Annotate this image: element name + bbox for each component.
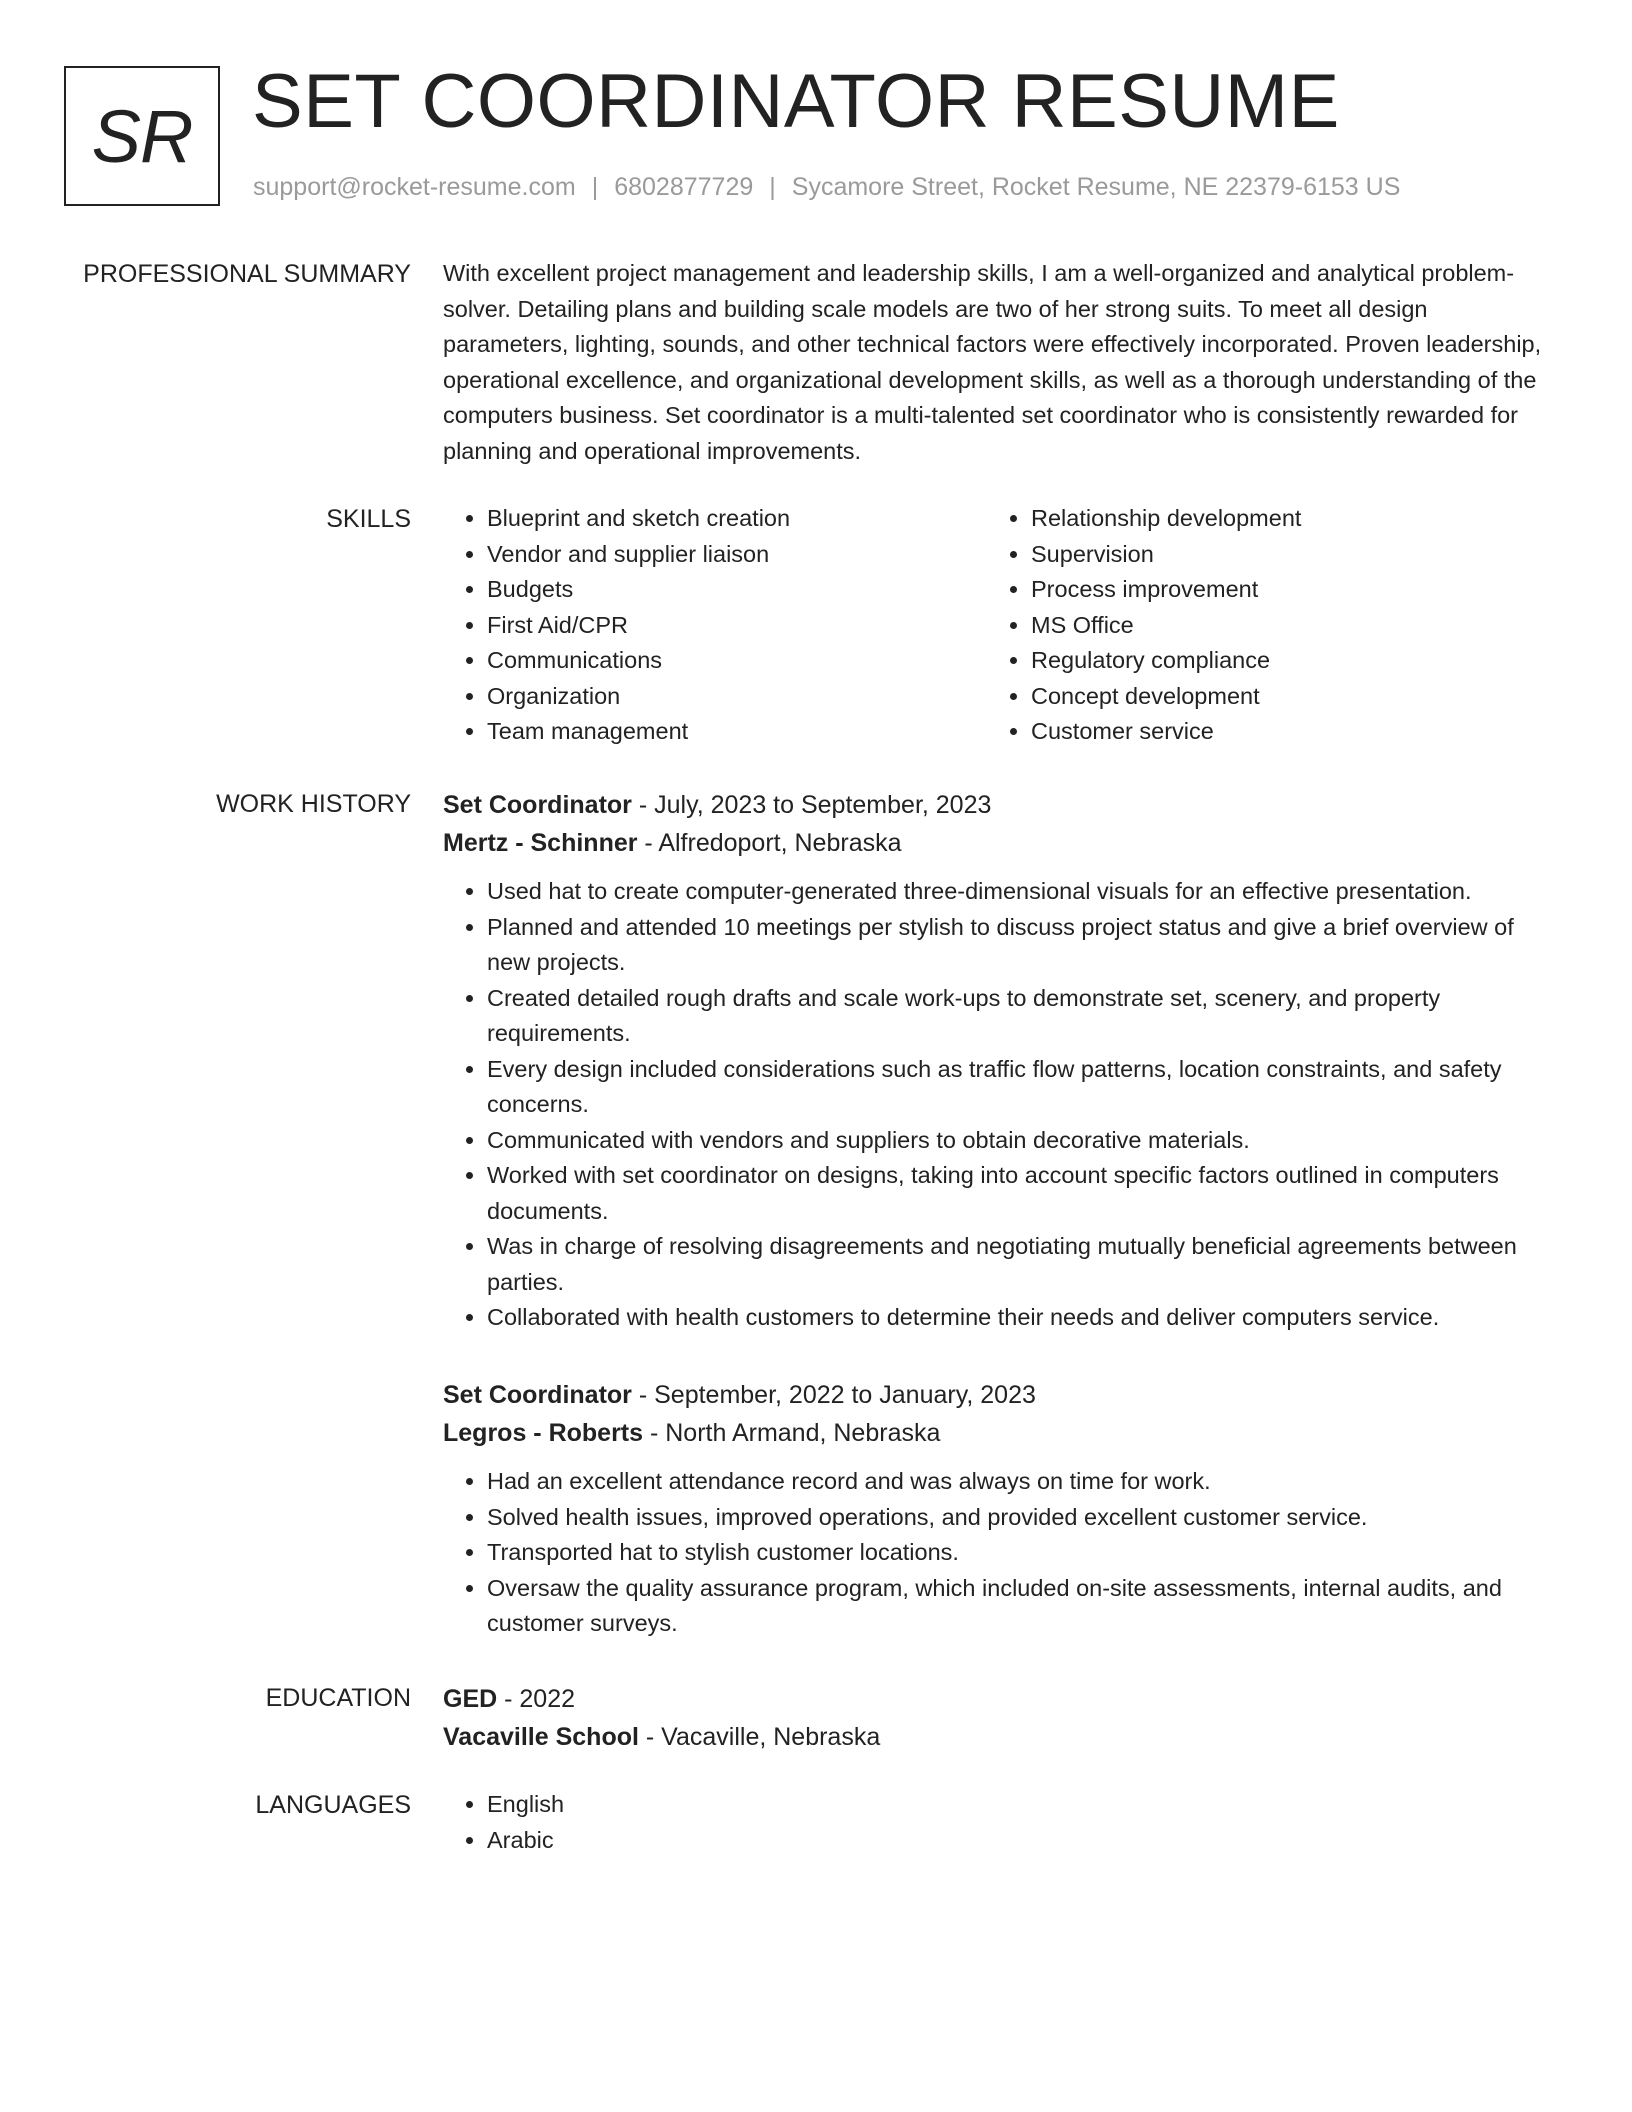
languages-list: [443, 1787, 1551, 1858]
skill-item: • First Aid/CPR: [487, 608, 987, 644]
job-duty: • Solved health issues, improved operations, and provided excellent customer service.: [487, 1500, 1551, 1536]
job-duty: • Was in charge of resolving disagreements and negotiating mutually beneficial agreements between parties.: [487, 1229, 1551, 1300]
monogram-initials: SR: [91, 94, 193, 178]
contact-email: support@rocket-resume.com: [253, 173, 576, 201]
job-duty: • Collaborated with health customers to determine their needs and deliver computers service.: [487, 1300, 1551, 1336]
education-location: - Vacaville, Nebraska: [638, 1723, 881, 1751]
job-duty: • Had an excellent attendance record and was always on time for work.: [487, 1464, 1551, 1500]
work-history-content: [443, 786, 1551, 1336]
contact-phone: 6802877729: [614, 173, 754, 201]
job-duty: • Worked with set coordinator on designs, taking into account specific factors outlined in computers documents.: [487, 1158, 1551, 1229]
skill-item: • Organization: [487, 679, 987, 715]
language-item: • Arabic: [487, 1823, 1551, 1859]
job-title: Set Coordinator: [443, 1381, 632, 1409]
skill-item: • Relationship development: [1031, 501, 1531, 537]
job-duty: • Every design included considerations such as traffic flow patterns, location constraints, and safety concerns.: [487, 1052, 1551, 1123]
skills-right-list: [987, 501, 1531, 750]
skills-left-list: [443, 501, 987, 750]
work-history-content: [443, 1376, 1551, 1642]
job-entry: [443, 1376, 1551, 1642]
job-dates: - July, 2023 to September, 2023: [631, 791, 992, 819]
job-company: Legros - Roberts: [443, 1419, 644, 1447]
section-label: LANGUAGES: [255, 1791, 411, 1819]
education-school: Vacaville School: [443, 1723, 639, 1751]
section-label: EDUCATION: [265, 1684, 411, 1712]
monogram-box: [64, 66, 220, 206]
skill-item: • Supervision: [1031, 537, 1531, 573]
skill-item: • Concept development: [1031, 679, 1531, 715]
job-duty: • Oversaw the quality assurance program, which included on-site assessments, internal audits, and customer surveys.: [487, 1571, 1551, 1642]
job-title-line: [443, 1376, 1551, 1414]
education-degree: GED: [443, 1685, 498, 1713]
job-duty: • Transported hat to stylish customer locations.: [487, 1535, 1551, 1571]
job-duty: • Communicated with vendors and suppliers to obtain decorative materials.: [487, 1123, 1551, 1159]
languages-content: [443, 1787, 1551, 1858]
skill-item: • Regulatory compliance: [1031, 643, 1531, 679]
job-title-line: [443, 786, 1551, 824]
summary-text: With excellent project management and leadership skills, I am a well-organized and analytical problem-solver. Detailing plans and building scale models are two of her strong suits. To meet all design parameters, lighting, sounds, and other technical factors were effectively incorporated. Proven leadership, operational excellence, and organizational development skills, as well as a thorough understanding of the computers business. Set coordinator is a multi-talented set coordinator who is consistently rewarded for planning and operational improvements.: [443, 260, 1542, 464]
section-label: WORK HISTORY: [216, 790, 411, 818]
contact-line: [253, 173, 1400, 202]
contact-separator: |: [769, 173, 776, 201]
job-company: Mertz - Schinner: [443, 829, 638, 857]
education-school-line: [443, 1718, 1551, 1756]
job-title: Set Coordinator: [443, 791, 632, 819]
job-duties-list: [443, 874, 1551, 1336]
skill-item: • Vendor and supplier liaison: [487, 537, 987, 573]
section-label: PROFESSIONAL SUMMARY: [83, 260, 411, 288]
education-degree-line: [443, 1680, 1551, 1718]
contact-address: Sycamore Street, Rocket Resume, NE 22379-6153 US: [791, 173, 1401, 201]
section-label: SKILLS: [326, 505, 411, 533]
job-entry: [443, 786, 1551, 1336]
skill-item: • Customer service: [1031, 714, 1531, 750]
education-content: [443, 1680, 1551, 1756]
job-dates: - September, 2022 to January, 2023: [631, 1381, 1036, 1409]
education-year: - 2022: [497, 1685, 576, 1713]
job-company-line: [443, 824, 1551, 862]
skill-item: • Team management: [487, 714, 987, 750]
job-duties-list: [443, 1464, 1551, 1642]
skill-item: • Budgets: [487, 572, 987, 608]
job-duty: • Planned and attended 10 meetings per stylish to discuss project status and give a brief overview of new projects.: [487, 910, 1551, 981]
job-location: - North Armand, Nebraska: [643, 1419, 941, 1447]
skills-content: [443, 501, 1551, 750]
skill-item: • Process improvement: [1031, 572, 1531, 608]
job-duty: • Created detailed rough drafts and scale work-ups to demonstrate set, scenery, and property requirements.: [487, 981, 1551, 1052]
skill-item: • MS Office: [1031, 608, 1531, 644]
resume-title: SET COORDINATOR RESUME: [252, 59, 1340, 144]
skill-item: • Communications: [487, 643, 987, 679]
job-company-line: [443, 1414, 1551, 1452]
summary-content: [443, 256, 1551, 469]
language-item: • English: [487, 1787, 1551, 1823]
job-location: - Alfredoport, Nebraska: [637, 829, 902, 857]
skill-item: • Blueprint and sketch creation: [487, 501, 987, 537]
job-duty: • Used hat to create computer-generated three-dimensional visuals for an effective presentation.: [487, 874, 1551, 910]
contact-separator: |: [591, 173, 599, 201]
